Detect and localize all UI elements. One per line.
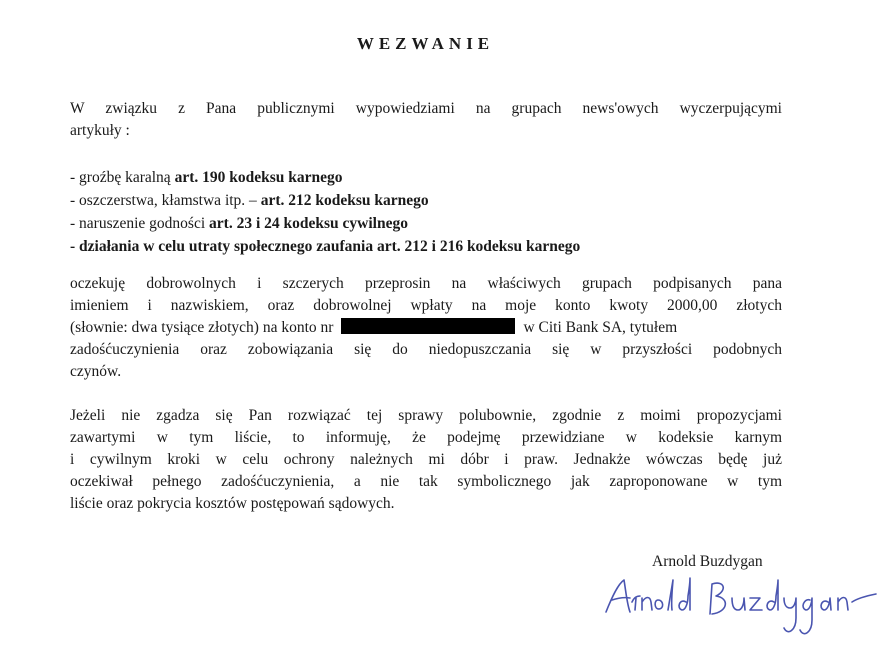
violations-list [70, 166, 782, 258]
list-item-text: - naruszenie godności [70, 215, 210, 232]
list-item-text: - działania w celu utraty społecznego zaufania [70, 238, 377, 255]
list-item [70, 166, 782, 189]
demand-line: zadośćuczynienia oraz zobowiązania się do niedopuszczania się w przyszłości podobnych [70, 341, 782, 358]
redacted-account-number [341, 318, 515, 334]
warning-line: oczekiwał pełnego zadośćuczynienia, a nie tak symbolicznego jak zaproponowane w tym [70, 473, 782, 490]
warning-line: liście oraz pokrycia kosztów postępowań sądowych. [70, 495, 395, 512]
demand-line-account [70, 317, 782, 339]
handwritten-signature [600, 572, 885, 642]
list-item [70, 235, 782, 258]
demand-paragraph [70, 273, 782, 383]
list-item [70, 212, 782, 235]
warning-line: i cywilnym kroki w celu ochrony należnych mi dóbr i praw. Jednakże wówczas będę już [70, 451, 782, 468]
printed-signature-name: Arnold Buzdygan [652, 553, 763, 570]
intro-paragraph [70, 98, 782, 142]
letter-title: WEZWANIE [356, 34, 495, 53]
account-text-after: w Citi Bank SA, tytułem [523, 319, 678, 336]
warning-paragraph [70, 405, 782, 515]
list-item-article: art. 190 kodeksu karnego [174, 169, 343, 186]
warning-line: Jeżeli nie zgadza się Pan rozwiązać tej sprawy polubownie, zgodnie z moimi propozycjami [70, 407, 782, 424]
list-item-text: - groźbę karalną [70, 169, 175, 186]
demand-line: czynów. [70, 363, 122, 380]
demand-line: oczekuję dobrowolnych i szczerych przeprosin na właściwych grupach podpisanych pana [70, 275, 782, 292]
signature-drawing [600, 572, 885, 642]
list-item-article: art. 212 i 216 kodeksu karnego [376, 238, 581, 255]
account-text-before: (słownie: dwa tysiące złotych) na konto nr [70, 319, 334, 336]
list-item-text: - oszczerstwa, kłamstwa itp. – [70, 192, 261, 209]
warning-line: zawartymi w tym liście, to informuję, że podejmę przewidziane w kodeksie karnym [70, 429, 782, 446]
demand-line: imieniem i nazwiskiem, oraz dobrowolnej wpłaty na moje konto kwoty 2000,00 złotych [70, 297, 782, 314]
list-item-article: art. 23 i 24 kodeksu cywilnego [209, 215, 408, 232]
intro-line: W związku z Pana publicznymi wypowiedziami na grupach news'owych wyczerpującymi [70, 100, 782, 117]
list-item-article: art. 212 kodeksu karnego [260, 192, 429, 209]
list-item [70, 189, 782, 212]
intro-line: artykuły : [70, 122, 130, 139]
